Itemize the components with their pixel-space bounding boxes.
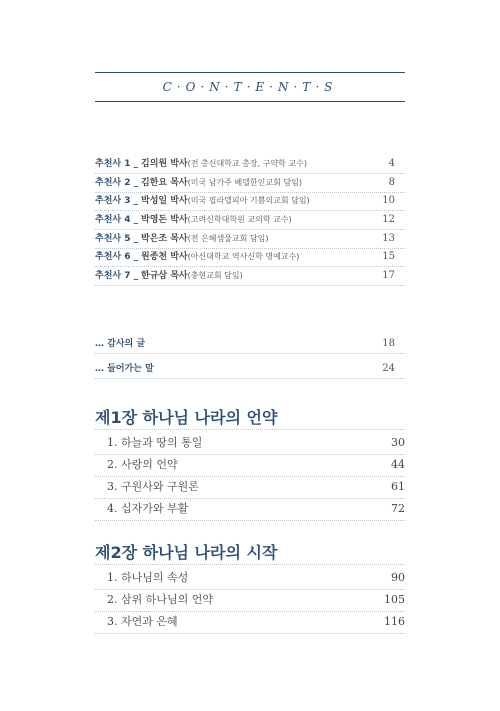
- page-number: 10: [382, 195, 395, 206]
- toc-chapter-2-item-2[interactable]: [107, 590, 405, 610]
- toc-chapter-1-item-1[interactable]: [107, 433, 405, 453]
- recommendation-label: 추천사 2 _: [95, 178, 139, 188]
- recommendation-label: 추천사 6 _: [95, 252, 139, 262]
- toc-recommendation-7[interactable]: [95, 267, 405, 285]
- recommendation-author: 한규삼 목사: [141, 271, 188, 281]
- page-number: 72: [391, 502, 405, 515]
- page-number: 15: [382, 251, 395, 262]
- recommendation-author-desc: (충현교회 담임): [187, 271, 243, 280]
- page-number: 30: [391, 436, 405, 449]
- chapter-divider: [95, 564, 405, 565]
- toc-recommendation-2[interactable]: [95, 174, 405, 192]
- chapter-2-title[interactable]: 제2장 하나님 나라의 시작: [95, 543, 278, 562]
- toc-chapter-1-item-4[interactable]: [107, 499, 405, 519]
- page-number: 13: [382, 233, 395, 244]
- recommendation-author-desc: (고려신학대학원 교의학 교수): [187, 215, 292, 224]
- chapter-1-title[interactable]: 제1장 하나님 나라의 언약: [95, 408, 278, 427]
- recommendation-author: 원종천 박사: [141, 252, 188, 262]
- section-label: 1. 하늘과 땅의 통일: [107, 436, 203, 449]
- row-divider: [95, 633, 405, 634]
- section-label: 2. 사랑의 언약: [107, 458, 178, 471]
- toc-acknowledgements[interactable]: [95, 335, 405, 353]
- toc-recommendation-1[interactable]: [95, 155, 405, 173]
- page-number: 24: [382, 363, 395, 374]
- row-divider: [95, 520, 405, 521]
- page-number: 4: [388, 158, 395, 169]
- recommendation-author: 박은조 목사: [141, 234, 188, 244]
- recommendation-author: 박성일 박사: [141, 196, 188, 206]
- recommendation-label: 추천사 3 _: [95, 196, 139, 206]
- row-divider: [95, 353, 405, 354]
- toc-recommendation-4[interactable]: [95, 211, 405, 229]
- section-label: 4. 십자가와 부활: [107, 502, 189, 515]
- page-number: 44: [391, 458, 405, 471]
- recommendation-author-desc: (미국 남가주 베델한인교회 담임): [187, 178, 302, 187]
- page-number: 12: [382, 214, 395, 225]
- recommendation-author-desc: (전 총신대학교 총장, 구약학 교수): [187, 159, 308, 168]
- page-number: 105: [384, 593, 405, 606]
- recommendation-author: 김한요 목사: [141, 178, 188, 188]
- page-number: 17: [382, 270, 395, 281]
- contents-header: [95, 72, 405, 102]
- recommendation-author-desc: (아신대학교 역사신학 명예교수): [187, 252, 300, 261]
- page-number: 61: [391, 480, 405, 493]
- recommendation-author-desc: (미국 필라델피아 기쁨의교회 담임): [187, 196, 310, 205]
- section-label: 2. 삼위 하나님의 언약: [107, 593, 213, 606]
- recommendation-author: 김의원 박사: [141, 159, 188, 169]
- page-number: 116: [384, 615, 405, 628]
- toc-recommendation-3[interactable]: [95, 192, 405, 210]
- recommendation-label: 추천사 7 _: [95, 271, 139, 281]
- toc-chapter-1-item-3[interactable]: [107, 477, 405, 497]
- toc-introduction[interactable]: [95, 360, 405, 378]
- chapter-divider: [95, 429, 405, 430]
- section-label: 3. 구원사와 구원론: [107, 480, 199, 493]
- section-label: 1. 하나님의 속성: [107, 571, 189, 584]
- contents-title: C·O·N·T·E·N·T·S: [162, 80, 338, 94]
- page-number: 8: [388, 177, 395, 188]
- recommendation-label: 추천사 1 _: [95, 159, 139, 169]
- section-label: 3. 자연과 은혜: [107, 615, 178, 628]
- recommendation-author: 박영돈 박사: [141, 215, 188, 225]
- front-matter-label: … 들어가는 말: [95, 364, 154, 374]
- recommendation-author-desc: (전 은혜샘물교회 담임): [187, 234, 269, 243]
- toc-recommendation-5[interactable]: [95, 230, 405, 248]
- row-divider: [95, 285, 405, 286]
- recommendation-label: 추천사 5 _: [95, 234, 139, 244]
- recommendation-label: 추천사 4 _: [95, 215, 139, 225]
- toc-chapter-2-item-1[interactable]: [107, 568, 405, 588]
- page-number: 18: [382, 338, 395, 349]
- toc-recommendation-6[interactable]: [95, 248, 405, 266]
- page-number: 90: [391, 571, 405, 584]
- row-divider: [95, 378, 405, 379]
- front-matter-label: … 감사의 글: [95, 339, 146, 349]
- toc-chapter-2-item-3[interactable]: [107, 612, 405, 632]
- toc-chapter-1-item-2[interactable]: [107, 455, 405, 475]
